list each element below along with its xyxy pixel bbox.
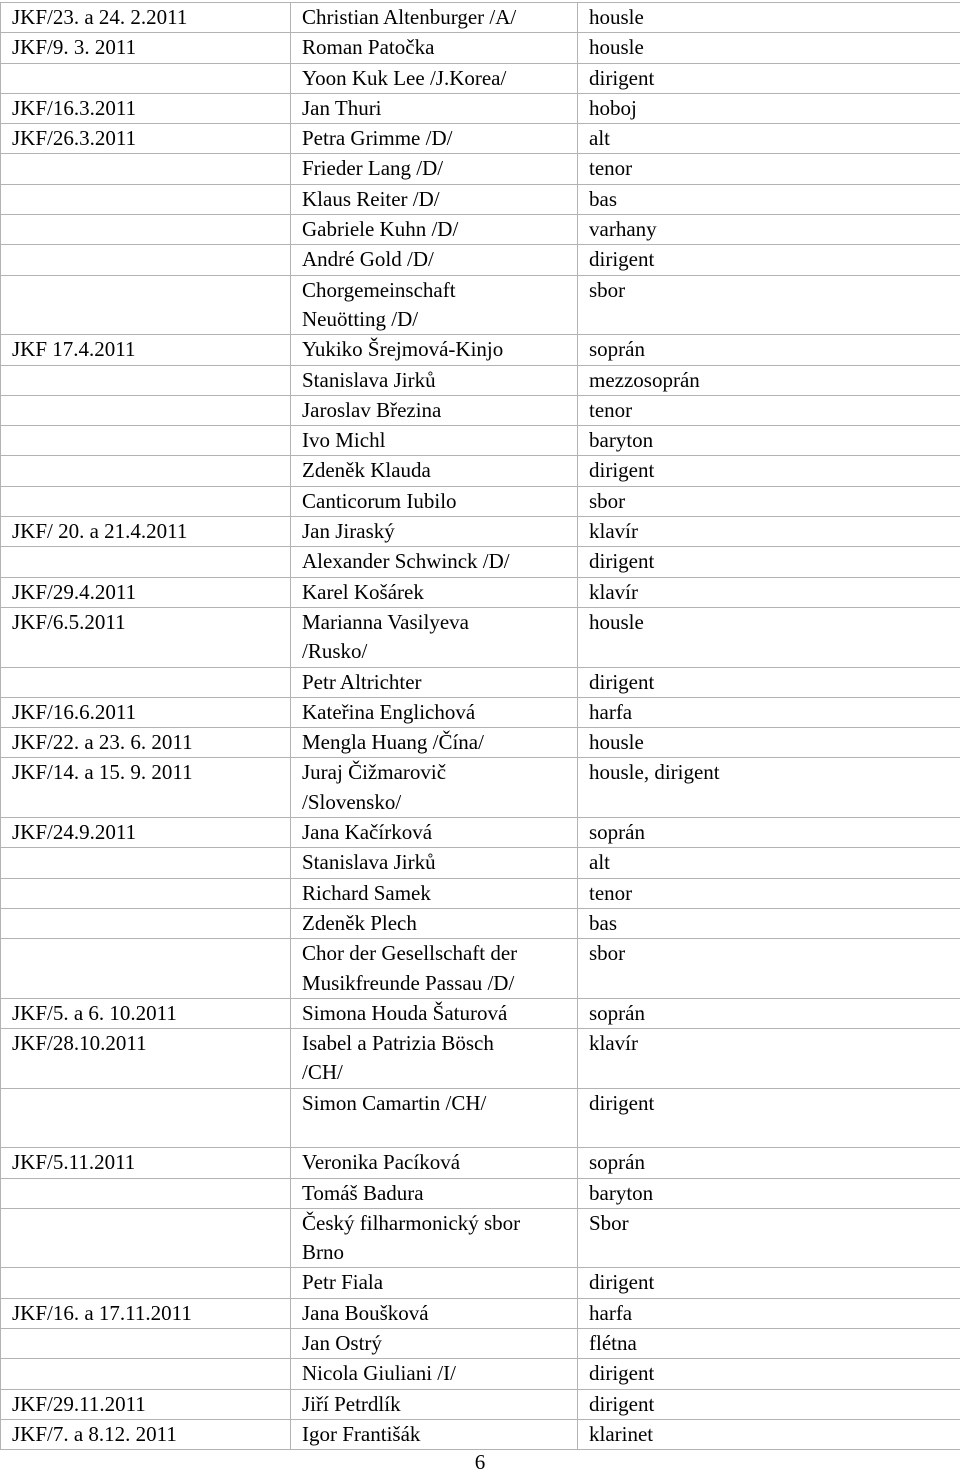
role-cell: housle bbox=[578, 607, 960, 667]
role-cell: flétna bbox=[578, 1329, 960, 1359]
table-row bbox=[1, 577, 960, 607]
date-cell: JKF/7. a 8.12. 2011 bbox=[1, 1419, 291, 1449]
concert-table-body bbox=[1, 3, 960, 1450]
date-cell bbox=[1, 215, 291, 245]
table-row bbox=[1, 697, 960, 727]
table-row bbox=[1, 1329, 960, 1359]
table-row bbox=[1, 395, 960, 425]
date-cell: JKF/14. a 15. 9. 2011 bbox=[1, 758, 291, 818]
table-row bbox=[1, 1178, 960, 1208]
performer-cell: Igor Františák bbox=[291, 1419, 578, 1449]
role-cell: dirigent bbox=[578, 245, 960, 275]
table-row bbox=[1, 93, 960, 123]
performer-cell: Petr Fiala bbox=[291, 1268, 578, 1298]
table-row bbox=[1, 275, 960, 335]
performer-cell: André Gold /D/ bbox=[291, 245, 578, 275]
date-cell bbox=[1, 486, 291, 516]
table-row bbox=[1, 728, 960, 758]
date-cell bbox=[1, 426, 291, 456]
role-cell: alt bbox=[578, 124, 960, 154]
performer-cell: Nicola Giuliani /I/ bbox=[291, 1359, 578, 1389]
performer-cell: Chorgemeinschaft Neuötting /D/ bbox=[291, 275, 578, 335]
table-row bbox=[1, 1208, 960, 1268]
role-cell: bas bbox=[578, 184, 960, 214]
performer-cell: Mengla Huang /Čína/ bbox=[291, 728, 578, 758]
table-row bbox=[1, 939, 960, 999]
performer-cell: Veronika Pacíková bbox=[291, 1148, 578, 1178]
role-cell: dirigent bbox=[578, 667, 960, 697]
table-row bbox=[1, 547, 960, 577]
performer-cell: Jana Boušková bbox=[291, 1298, 578, 1328]
date-cell bbox=[1, 878, 291, 908]
performer-cell: Stanislava Jirků bbox=[291, 365, 578, 395]
role-cell: housle bbox=[578, 3, 960, 33]
role-cell: sbor bbox=[578, 275, 960, 335]
role-cell: dirigent bbox=[578, 1389, 960, 1419]
date-cell: JKF/16.3.2011 bbox=[1, 93, 291, 123]
date-cell bbox=[1, 667, 291, 697]
date-cell bbox=[1, 939, 291, 999]
role-cell: dirigent bbox=[578, 1268, 960, 1298]
table-row bbox=[1, 426, 960, 456]
role-cell: soprán bbox=[578, 998, 960, 1028]
performer-cell: Juraj Čižmarovič /Slovensko/ bbox=[291, 758, 578, 818]
table-row bbox=[1, 154, 960, 184]
table-row bbox=[1, 1419, 960, 1449]
role-cell: housle bbox=[578, 33, 960, 63]
performer-cell: Christian Altenburger /A/ bbox=[291, 3, 578, 33]
date-cell: JKF/24.9.2011 bbox=[1, 818, 291, 848]
table-row bbox=[1, 33, 960, 63]
role-cell: baryton bbox=[578, 426, 960, 456]
role-cell: tenor bbox=[578, 395, 960, 425]
role-cell: tenor bbox=[578, 154, 960, 184]
date-cell: JKF/5.11.2011 bbox=[1, 1148, 291, 1178]
performer-cell: Kateřina Englichová bbox=[291, 697, 578, 727]
table-row bbox=[1, 1359, 960, 1389]
role-cell: harfa bbox=[578, 1298, 960, 1328]
date-cell: JKF/29.11.2011 bbox=[1, 1389, 291, 1419]
performer-cell: Jan Ostrý bbox=[291, 1329, 578, 1359]
role-cell: soprán bbox=[578, 335, 960, 365]
role-cell: klavír bbox=[578, 517, 960, 547]
date-cell bbox=[1, 63, 291, 93]
date-cell bbox=[1, 275, 291, 335]
performer-cell: Yoon Kuk Lee /J.Korea/ bbox=[291, 63, 578, 93]
role-cell: tenor bbox=[578, 878, 960, 908]
performer-cell: Ivo Michl bbox=[291, 426, 578, 456]
performer-cell: Český filharmonický sbor Brno bbox=[291, 1208, 578, 1268]
date-cell bbox=[1, 547, 291, 577]
role-cell: klarinet bbox=[578, 1419, 960, 1449]
role-cell: varhany bbox=[578, 215, 960, 245]
performer-cell: Jiří Petrdlík bbox=[291, 1389, 578, 1419]
date-cell: JKF/29.4.2011 bbox=[1, 577, 291, 607]
performer-cell: Alexander Schwinck /D/ bbox=[291, 547, 578, 577]
date-cell: JKF/28.10.2011 bbox=[1, 1029, 291, 1089]
date-cell bbox=[1, 1268, 291, 1298]
date-cell: JKF/16. a 17.11.2011 bbox=[1, 1298, 291, 1328]
page-number: 6 bbox=[0, 1448, 960, 1477]
table-row bbox=[1, 486, 960, 516]
date-cell: JKF 17.4.2011 bbox=[1, 335, 291, 365]
table-row bbox=[1, 848, 960, 878]
performer-cell: Karel Košárek bbox=[291, 577, 578, 607]
date-cell: JKF/22. a 23. 6. 2011 bbox=[1, 728, 291, 758]
role-cell: sbor bbox=[578, 939, 960, 999]
table-row bbox=[1, 124, 960, 154]
date-cell: JKF/26.3.2011 bbox=[1, 124, 291, 154]
table-row bbox=[1, 1029, 960, 1089]
date-cell bbox=[1, 1178, 291, 1208]
date-cell bbox=[1, 395, 291, 425]
date-cell: JKF/5. a 6. 10.2011 bbox=[1, 998, 291, 1028]
performer-cell: Yukiko Šrejmová-Kinjo bbox=[291, 335, 578, 365]
date-cell bbox=[1, 1088, 291, 1148]
role-cell: dirigent bbox=[578, 456, 960, 486]
performer-cell: Zdeněk Klauda bbox=[291, 456, 578, 486]
table-row bbox=[1, 215, 960, 245]
performer-cell: Simona Houda Šaturová bbox=[291, 998, 578, 1028]
table-row bbox=[1, 607, 960, 667]
date-cell: JKF/16.6.2011 bbox=[1, 697, 291, 727]
role-cell: hoboj bbox=[578, 93, 960, 123]
date-cell bbox=[1, 1208, 291, 1268]
table-row bbox=[1, 184, 960, 214]
performer-cell: Zdeněk Plech bbox=[291, 908, 578, 938]
performer-cell: Marianna Vasilyeva /Rusko/ bbox=[291, 607, 578, 667]
performer-cell: Simon Camartin /CH/ bbox=[291, 1088, 578, 1148]
table-row bbox=[1, 1298, 960, 1328]
table-row bbox=[1, 456, 960, 486]
date-cell bbox=[1, 908, 291, 938]
table-row bbox=[1, 1148, 960, 1178]
role-cell: klavír bbox=[578, 1029, 960, 1089]
performer-cell: Jan Jiraský bbox=[291, 517, 578, 547]
date-cell: JKF/23. a 24. 2.2011 bbox=[1, 3, 291, 33]
role-cell: alt bbox=[578, 848, 960, 878]
role-cell: harfa bbox=[578, 697, 960, 727]
table-row bbox=[1, 667, 960, 697]
table-row bbox=[1, 365, 960, 395]
date-cell bbox=[1, 1359, 291, 1389]
role-cell: bas bbox=[578, 908, 960, 938]
role-cell: dirigent bbox=[578, 1359, 960, 1389]
table-row bbox=[1, 878, 960, 908]
date-cell bbox=[1, 848, 291, 878]
role-cell: soprán bbox=[578, 1148, 960, 1178]
performer-cell: Petra Grimme /D/ bbox=[291, 124, 578, 154]
date-cell bbox=[1, 1329, 291, 1359]
table-row bbox=[1, 818, 960, 848]
role-cell: housle, dirigent bbox=[578, 758, 960, 818]
performer-cell: Isabel a Patrizia Bösch /CH/ bbox=[291, 1029, 578, 1089]
performer-cell: Jana Kačírková bbox=[291, 818, 578, 848]
table-row bbox=[1, 1088, 960, 1148]
role-cell: baryton bbox=[578, 1178, 960, 1208]
role-cell: dirigent bbox=[578, 547, 960, 577]
table-row bbox=[1, 3, 960, 33]
date-cell: JKF/ 20. a 21.4.2011 bbox=[1, 517, 291, 547]
date-cell bbox=[1, 456, 291, 486]
role-cell: klavír bbox=[578, 577, 960, 607]
table-row bbox=[1, 1389, 960, 1419]
date-cell bbox=[1, 245, 291, 275]
role-cell: dirigent bbox=[578, 63, 960, 93]
performer-cell: Jaroslav Březina bbox=[291, 395, 578, 425]
table-row bbox=[1, 335, 960, 365]
performer-cell: Canticorum Iubilo bbox=[291, 486, 578, 516]
date-cell bbox=[1, 184, 291, 214]
date-cell bbox=[1, 365, 291, 395]
performer-cell: Frieder Lang /D/ bbox=[291, 154, 578, 184]
role-cell: sbor bbox=[578, 486, 960, 516]
performer-cell: Richard Samek bbox=[291, 878, 578, 908]
table-row bbox=[1, 998, 960, 1028]
role-cell: mezzosoprán bbox=[578, 365, 960, 395]
performer-cell: Klaus Reiter /D/ bbox=[291, 184, 578, 214]
table-row bbox=[1, 245, 960, 275]
table-row bbox=[1, 517, 960, 547]
role-cell: housle bbox=[578, 728, 960, 758]
concert-table bbox=[0, 2, 960, 1450]
table-row bbox=[1, 758, 960, 818]
date-cell: JKF/6.5.2011 bbox=[1, 607, 291, 667]
date-cell bbox=[1, 154, 291, 184]
performer-cell: Gabriele Kuhn /D/ bbox=[291, 215, 578, 245]
performer-cell: Petr Altrichter bbox=[291, 667, 578, 697]
performer-cell: Chor der Gesellschaft der Musikfreunde Passau /D/ bbox=[291, 939, 578, 999]
table-row bbox=[1, 1268, 960, 1298]
date-cell: JKF/9. 3. 2011 bbox=[1, 33, 291, 63]
table-row bbox=[1, 63, 960, 93]
performer-cell: Stanislava Jirků bbox=[291, 848, 578, 878]
performer-cell: Jan Thuri bbox=[291, 93, 578, 123]
role-cell: Sbor bbox=[578, 1208, 960, 1268]
table-row bbox=[1, 908, 960, 938]
role-cell: soprán bbox=[578, 818, 960, 848]
performer-cell: Roman Patočka bbox=[291, 33, 578, 63]
role-cell: dirigent bbox=[578, 1088, 960, 1148]
performer-cell: Tomáš Badura bbox=[291, 1178, 578, 1208]
